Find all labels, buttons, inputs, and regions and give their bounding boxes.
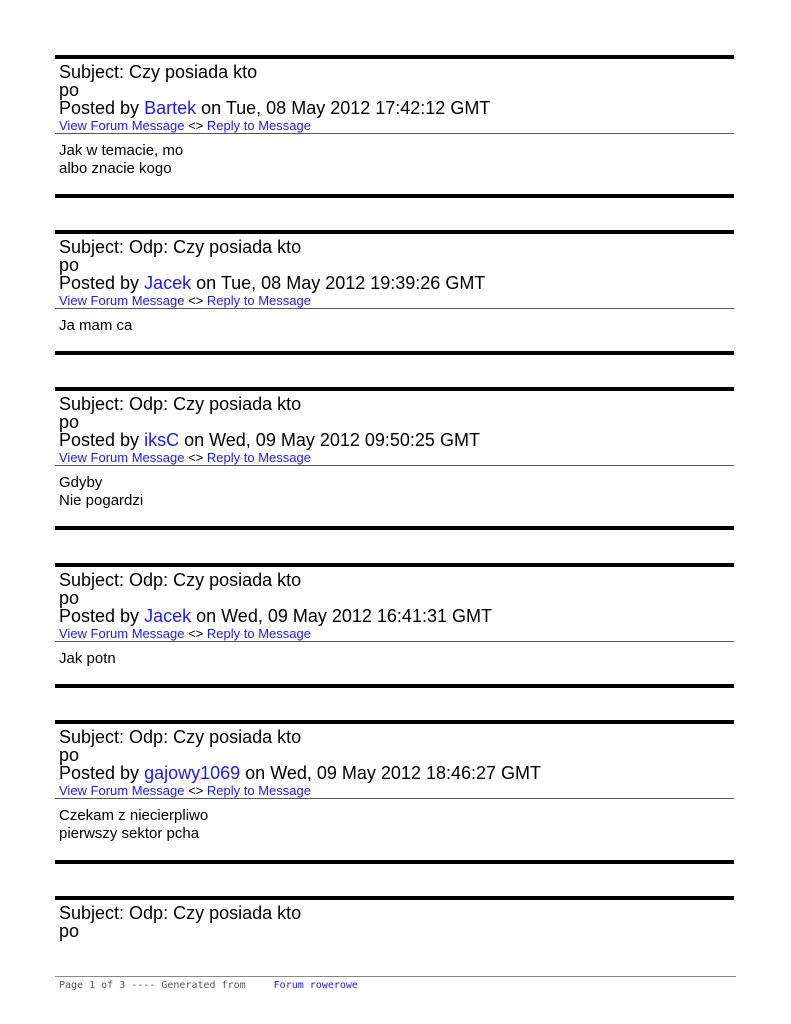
post-date: on Wed, 09 May 2012 18:46:27 GMT <box>245 763 542 783</box>
post-actions <box>55 626 734 641</box>
post-divider <box>55 133 734 134</box>
post-bottom-rule <box>55 526 734 530</box>
post-subject: Subject: Odp: Czy posiada kto <box>59 903 302 923</box>
forum-post <box>55 55 734 178</box>
reply-to-message-link[interactable]: Reply to Message <box>206 293 311 308</box>
post-subject: Subject: Odp: Czy posiada kto <box>59 727 302 747</box>
post-meta <box>55 431 734 450</box>
post-top-rule <box>55 563 734 567</box>
author-link[interactable]: Jacek <box>144 273 192 293</box>
author-link[interactable]: Jacek <box>144 606 192 626</box>
posted-by-label: Posted by <box>59 98 140 118</box>
post-meta <box>55 99 734 118</box>
post-meta <box>55 607 734 626</box>
post-body-line: pierwszy sektor pcha <box>59 825 200 842</box>
post-top-rule <box>55 55 734 59</box>
post-body-line: Nie pogardzi <box>59 492 144 509</box>
post-subject: Subject: Odp: Czy posiada kto <box>59 237 302 257</box>
post-date: on Tue, 08 May 2012 17:42:12 GMT <box>201 98 491 118</box>
link-separator: <> <box>188 293 204 308</box>
post-divider <box>55 308 734 309</box>
footer-source-link[interactable]: Forum rowerowe <box>273 980 358 991</box>
reply-to-message-link[interactable]: Reply to Message <box>206 626 311 641</box>
post-actions <box>55 450 734 465</box>
posted-by-label: Posted by <box>59 430 140 450</box>
post-subject: Subject: Czy posiada kto <box>59 62 258 82</box>
post-bottom-rule <box>55 194 734 198</box>
post-body <box>55 474 734 510</box>
post-bottom-rule <box>55 351 734 355</box>
post-meta <box>55 764 734 783</box>
forum-post <box>55 230 734 335</box>
post-divider <box>55 465 734 466</box>
post-date: on Wed, 09 May 2012 09:50:25 GMT <box>184 430 480 450</box>
post-body <box>55 807 734 843</box>
post-subject-continued: po <box>59 412 80 432</box>
post-subject: Subject: Odp: Czy posiada kto <box>59 570 302 590</box>
post-subject-continued: po <box>59 255 80 275</box>
post-actions <box>55 118 734 133</box>
link-separator: <> <box>188 783 204 798</box>
page-footer <box>55 976 736 991</box>
post-body-line: albo znacie kogo <box>59 160 172 177</box>
post-date: on Wed, 09 May 2012 16:41:31 GMT <box>196 606 492 626</box>
view-forum-message-link[interactable]: View Forum Message <box>59 293 185 308</box>
post-body <box>55 650 734 668</box>
author-link[interactable]: Bartek <box>144 98 197 118</box>
view-forum-message-link[interactable]: View Forum Message <box>59 783 185 798</box>
footer-page-info: Page 1 of 3 ---- Generated from <box>59 980 246 991</box>
link-separator: <> <box>188 118 204 133</box>
post-body <box>55 317 734 335</box>
post-divider <box>55 641 734 642</box>
post-top-rule <box>55 896 734 900</box>
post-date: on Tue, 08 May 2012 19:39:26 GMT <box>196 273 486 293</box>
author-link[interactable]: iksC <box>144 430 180 450</box>
reply-to-message-link[interactable]: Reply to Message <box>206 450 311 465</box>
post-subject-continued: po <box>59 588 80 608</box>
post-bottom-rule <box>55 684 734 688</box>
post-body <box>55 142 734 178</box>
view-forum-message-link[interactable]: View Forum Message <box>59 118 185 133</box>
forum-post <box>55 387 734 510</box>
posted-by-label: Posted by <box>59 606 140 626</box>
post-body-line: Czekam z niecierpliwo <box>59 807 209 824</box>
post-top-rule <box>55 230 734 234</box>
post-body-line: Jak w temacie, mo <box>59 142 184 159</box>
posted-by-label: Posted by <box>59 273 140 293</box>
forum-post <box>55 720 734 843</box>
view-forum-message-link[interactable]: View Forum Message <box>59 626 185 641</box>
post-subject-continued: po <box>59 921 80 941</box>
reply-to-message-link[interactable]: Reply to Message <box>206 118 311 133</box>
post-top-rule <box>55 387 734 391</box>
post-subject-continued: po <box>59 80 80 100</box>
post-top-rule <box>55 720 734 724</box>
view-forum-message-link[interactable]: View Forum Message <box>59 450 185 465</box>
post-body-line: Jak potn <box>59 650 116 667</box>
forum-post <box>55 563 734 668</box>
post-body-line: Ja mam ca <box>59 317 133 334</box>
post-divider <box>55 798 734 799</box>
post-actions <box>55 293 734 308</box>
post-subject-continued: po <box>59 745 80 765</box>
forum-post <box>55 896 734 940</box>
post-meta <box>55 274 734 293</box>
post-body-line: Gdyby <box>59 474 103 491</box>
post-subject: Subject: Odp: Czy posiada kto <box>59 394 302 414</box>
post-actions <box>55 783 734 798</box>
link-separator: <> <box>188 450 204 465</box>
posted-by-label: Posted by <box>59 763 140 783</box>
reply-to-message-link[interactable]: Reply to Message <box>206 783 311 798</box>
author-link[interactable]: gajowy1069 <box>144 763 241 783</box>
link-separator: <> <box>188 626 204 641</box>
post-bottom-rule <box>55 860 734 864</box>
